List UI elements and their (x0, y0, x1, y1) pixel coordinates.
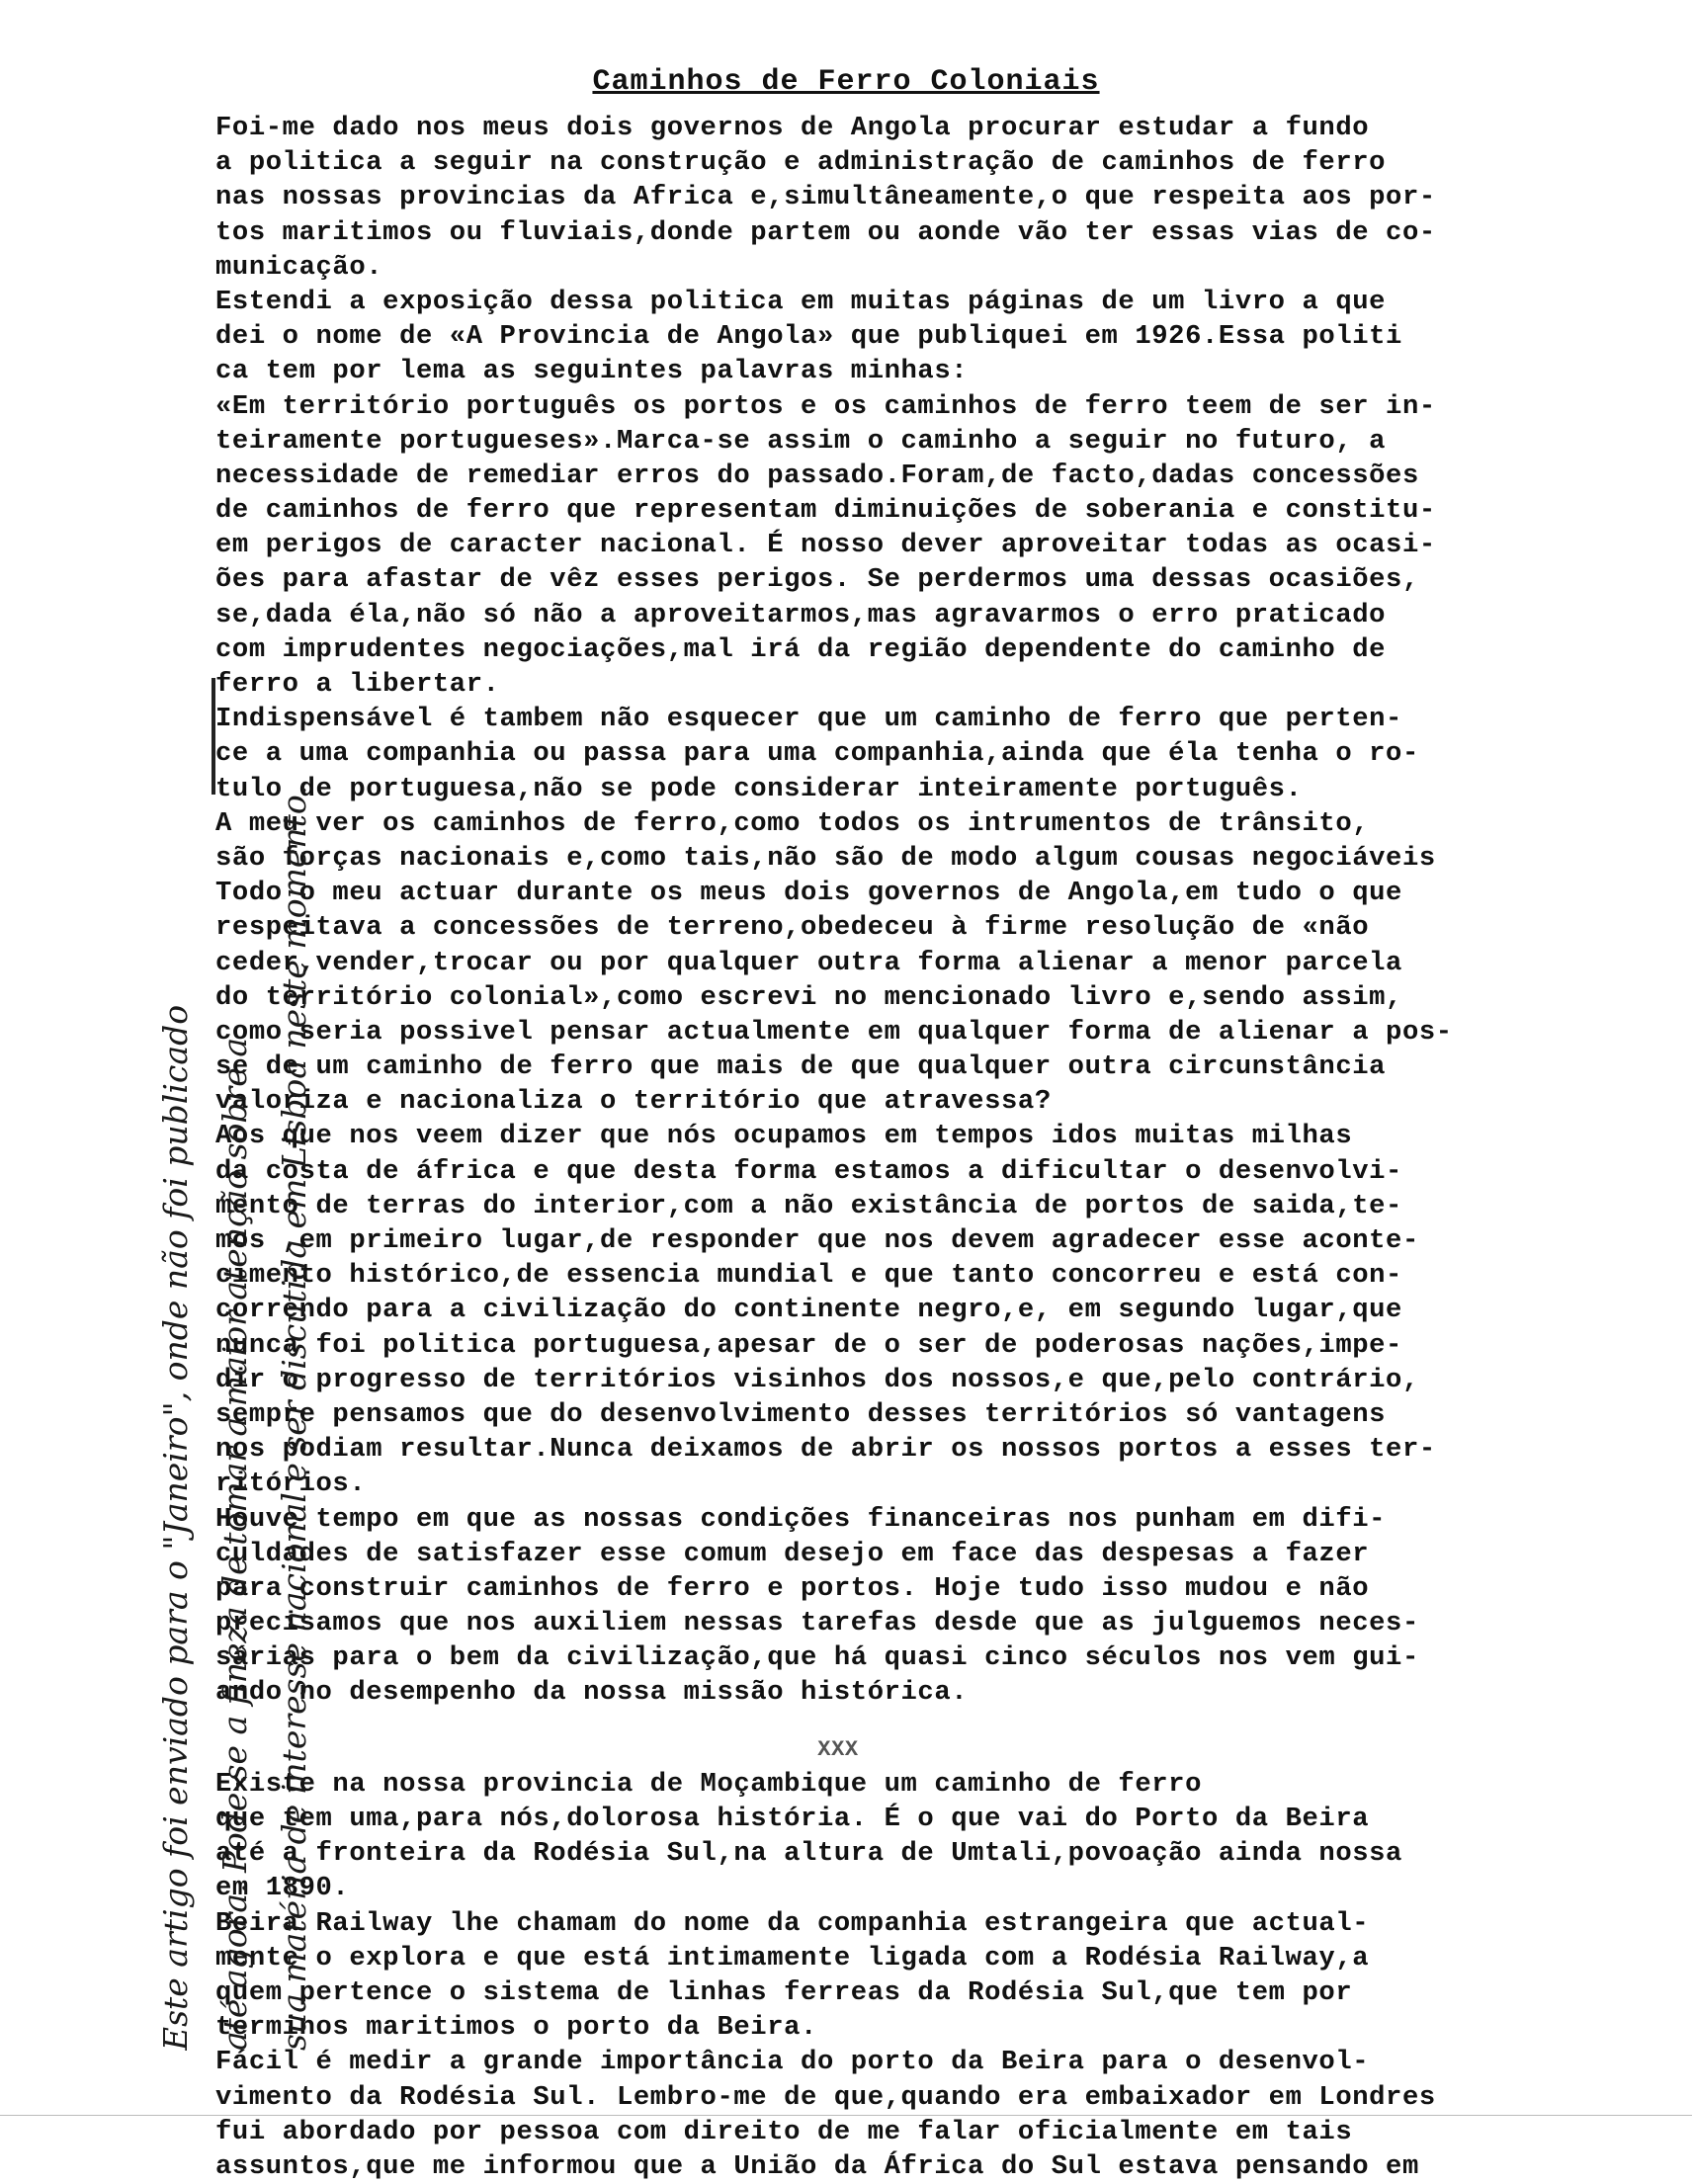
text-line: fui abordado por pessoa com direito de me falar oficialmente em tais (215, 2116, 1353, 2147)
handwritten-line: até agora. Pode-se a fineza de tomar a maior atenção sobre a (215, 1038, 254, 2051)
text-line: para construir caminhos de ferro e portos. Hoje tudo isso mudou e não (215, 1572, 1370, 1604)
text-line: são forças nacionais e,como tais,não são de modo algum cousas negociáveis (215, 842, 1436, 874)
text-line: ceder,vender,trocar ou por qualquer outra forma alienar a menor parcela (215, 947, 1402, 978)
text-line: Fácil é medir a grande importância do porto da Beira para o desenvol- (215, 2047, 1370, 2078)
paragraph (215, 111, 1639, 285)
text-line: em perigos de caracter nacional. É nosso dever aproveitar todas as ocasi- (215, 530, 1436, 561)
paragraph (215, 1502, 1639, 1711)
text-line: correndo para a civilização do continente negro,e, em segundo lugar,que (215, 1295, 1402, 1326)
paragraph (215, 702, 1639, 806)
text-line: tulo de portuguesa,não se pode considerar inteiramente português. (215, 773, 1303, 804)
text-line: ando no desempenho da nossa missão histórica. (215, 1677, 969, 1709)
text-line: teiramente portugueses».Marca-se assim o caminho a seguir no futuro, a (215, 425, 1387, 457)
text-line: da costa de áfrica e que desta forma estamos a dificultar o desenvolvi- (215, 1155, 1402, 1187)
text-line: Aos que nos veem dizer que nós ocupamos em tempos idos muitas milhas (215, 1121, 1353, 1152)
text-line: ferro a libertar. (215, 669, 500, 700)
text-line: que tem uma,para nós,dolorosa história. É o que vai do Porto da Beira (215, 1804, 1370, 1834)
handwritten-margin-note (146, 539, 314, 2051)
text-line: necessidade de remediar erros do passado.Foram,de facto,dadas concessões (215, 460, 1419, 491)
text-line: tos maritimos ou fluviais,donde partem ou aonde vão ter essas vias de co- (215, 216, 1436, 248)
paragraph (215, 806, 1639, 876)
text-line: vimento da Rodésia Sul. Lembro-me de que,quando era embaixador em Londres (215, 2081, 1436, 2113)
document-body (215, 111, 1639, 2184)
text-line: Existe na nossa provincia de Moçambique um caminho de ferro (215, 1768, 1202, 1800)
text-line: de caminhos de ferro que representam diminuições de soberania e constitu- (215, 495, 1436, 527)
text-line: cimento histórico,de essencia mundial e que tanto concorreu e está con- (215, 1260, 1402, 1292)
text-line: Foi-me dado nos meus dois governos de Angola procurar estudar a fundo (215, 113, 1370, 143)
text-line: mento de terras do interior,com a não existância de portos de saida,te- (215, 1190, 1402, 1221)
text-line: sárias para o bem da civilização,que há quasi cinco séculos nos vem gui- (215, 1642, 1419, 1674)
text-line: precisamos que nos auxiliem nessas tarefas desde que as julguemos neces- (215, 1608, 1419, 1639)
text-line: Todo o meu actuar durante os meus dois governos de Angola,em tudo o que (215, 878, 1402, 909)
text-line: respeitava a concessões de terreno,obedeceu à firme resolução de «não (215, 912, 1370, 944)
text-line: ões para afastar de vêz esses perigos. Se perdermos uma dessas ocasiões, (215, 564, 1419, 596)
text-line: Estendi a exposição dessa politica em muitas páginas de um livro a que (215, 286, 1387, 317)
handwritten-line: sua matéria de interesse nacional e ser discutida em Lisboa neste momento. (275, 785, 313, 2051)
text-line: Beira Railway lhe chamam do nome da companhia estrangeira que actual- (215, 1907, 1370, 1939)
text-line: quem pertence o sistema de linhas ferreas da Rodésia Sul,que tem por (215, 1976, 1353, 2008)
text-line: ca tem por lema as seguintes palavras minhas: (215, 356, 969, 387)
paragraph (215, 1906, 1639, 2046)
document-title: Caminhos de Ferro Coloniais (592, 65, 1100, 99)
text-line: sempre pensamos que do desenvolvimento desses territórios só vantagens (215, 1398, 1387, 1430)
text-line: mos ,em primeiro lugar,de responder que nos devem agradecer esse aconte- (215, 1225, 1419, 1256)
paragraph (215, 1119, 1639, 1501)
text-line: nunca foi politica portuguesa,apesar de o ser de poderosas nações,impe- (215, 1329, 1402, 1361)
text-line: mente o explora e que está intimamente ligada com a Rodésia Railway,a (215, 1942, 1370, 1974)
paragraph (215, 876, 1639, 1119)
text-line: do território colonial»,como escrevi no mencionado livro e,sendo assim, (215, 981, 1402, 1013)
text-line: Indispensável é tambem não esquecer que um caminho de ferro que perten- (215, 704, 1402, 735)
text-line: A meu ver os caminhos de ferro,como todos os intrumentos de trânsito, (215, 807, 1370, 839)
text-line: dei o nome de «A Provincia de Angola» que publiquei em 1926.Essa politi (215, 321, 1402, 353)
text-line: se,dada éla,não só não a aproveitarmos,mas agravarmos o erro praticado (215, 599, 1387, 630)
text-line: com imprudentes negociações,mal irá da região dependente do caminho de (215, 633, 1387, 665)
paragraph (215, 285, 1639, 702)
text-line: terminos maritimos o porto da Beira. (215, 2012, 817, 2044)
text-line: nas nossas provincias da Africa e,simultâneamente,o que respeita aos por- (215, 182, 1436, 213)
section-separator: XXX (817, 1736, 859, 1762)
text-line: culdades de satisfazer esse comum desejo em face das despesas a fazer (215, 1538, 1370, 1569)
text-line: ritórios. (215, 1469, 367, 1500)
blank-space (215, 1711, 1639, 1732)
text-line: municação. (215, 251, 383, 283)
text-line: se de um caminho de ferro que mais de que qualquer outra circunstância (215, 1051, 1387, 1083)
paragraph (215, 1767, 1639, 1906)
text-line: Houve tempo em que as nossas condições financeiras nos punham em difi- (215, 1503, 1387, 1535)
handwritten-line: Este artigo foi enviado para o "Janeiro", onde não foi publicado (156, 1004, 195, 2051)
text-line: a politica a seguir na construção e administração de caminhos de ferro (215, 147, 1387, 179)
text-line: como seria possivel pensar actualmente em qualquer forma de alienar a pos- (215, 1016, 1453, 1048)
text-line: valoriza e nacionaliza o território que atravessa? (215, 1086, 1052, 1118)
text-line: nos podiam resultar.Nunca deixamos de abrir os nossos portos a esses ter- (215, 1434, 1436, 1466)
text-line: até a fronteira da Rodésia Sul,na altura de Umtali,povoação ainda nossa (215, 1838, 1402, 1870)
text-line: ce a uma companhia ou passa para uma companhia,ainda que éla tenha o ro- (215, 738, 1419, 770)
text-line: dir o progresso de territórios visinhos dos nossos,e que,pelo contrário, (215, 1364, 1419, 1395)
text-line: em 1890. (215, 1873, 350, 1904)
text-line: «Em território português os portos e os caminhos de ferro teem de ser in- (215, 390, 1436, 422)
scan-edge-line (0, 2115, 1692, 2116)
text-line: assuntos,que me informou que a União da África do Sul estava pensando em (215, 2150, 1419, 2182)
